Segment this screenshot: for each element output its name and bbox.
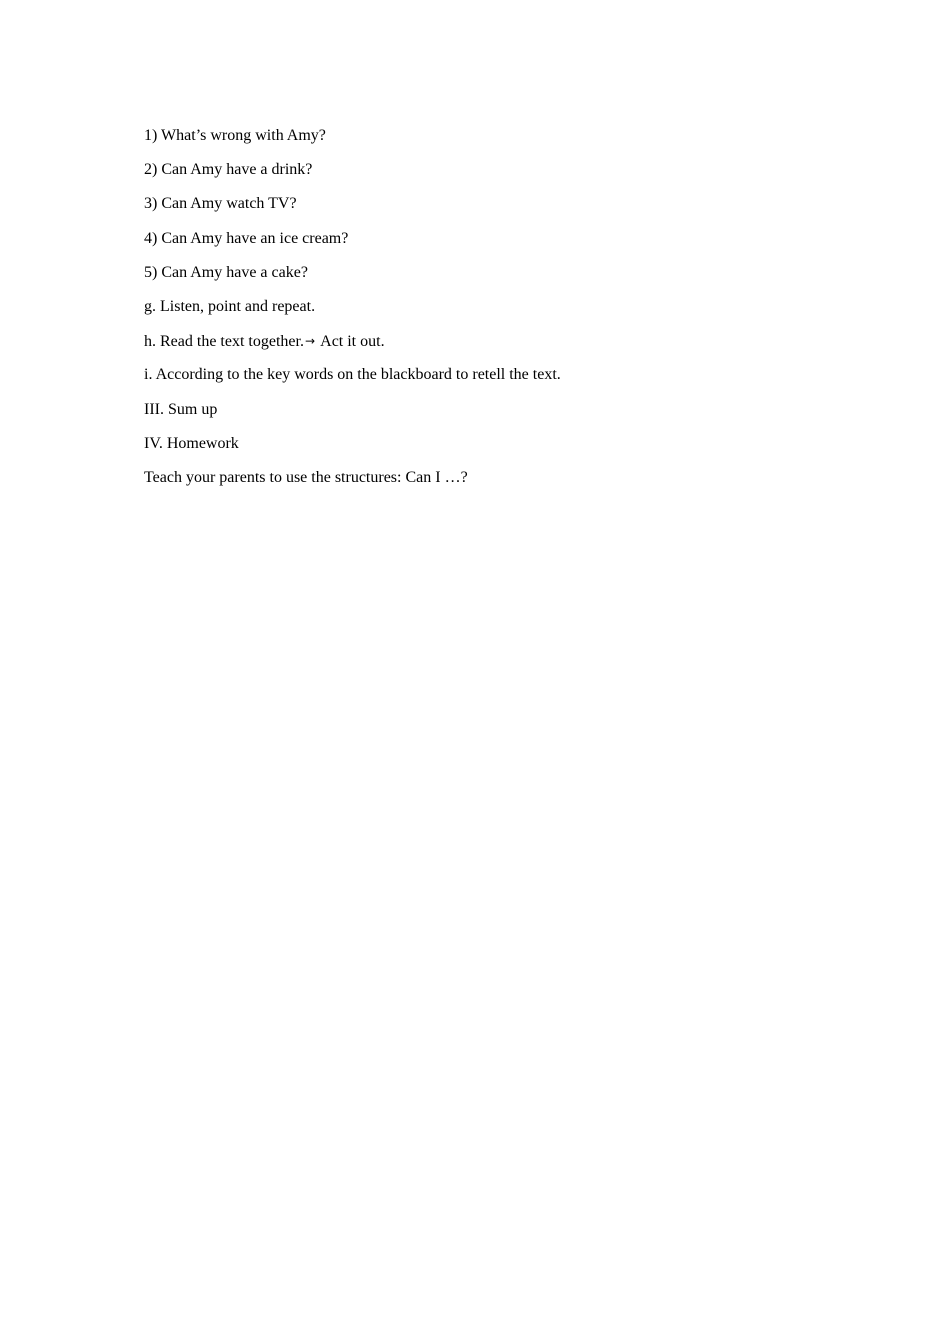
question-5: 5) Can Amy have a cake? [144, 263, 308, 281]
step-h-text: h. Read the text together. [144, 333, 304, 351]
question-3: 3) Can Amy watch TV? [144, 195, 297, 213]
step-h-text-after: Act it out. [317, 333, 385, 351]
homework-text: Teach your parents to use the structures: Can I …? [144, 468, 468, 486]
step-g: g. Listen, point and repeat. [144, 297, 316, 315]
step-h [144, 330, 824, 352]
document-body [144, 125, 824, 501]
question-2: 2) Can Amy have a drink? [144, 161, 313, 179]
step-i: i. According to the key words on the blackboard to retell the text. [144, 366, 561, 384]
question-1: 1) What’s wrong with Amy? [144, 127, 326, 144]
section-sum-up: III. Sum up [144, 400, 218, 418]
arrow-right-icon: → [304, 334, 316, 349]
section-homework: IV. Homework [144, 434, 239, 452]
question-4: 4) Can Amy have an ice cream? [144, 229, 349, 247]
